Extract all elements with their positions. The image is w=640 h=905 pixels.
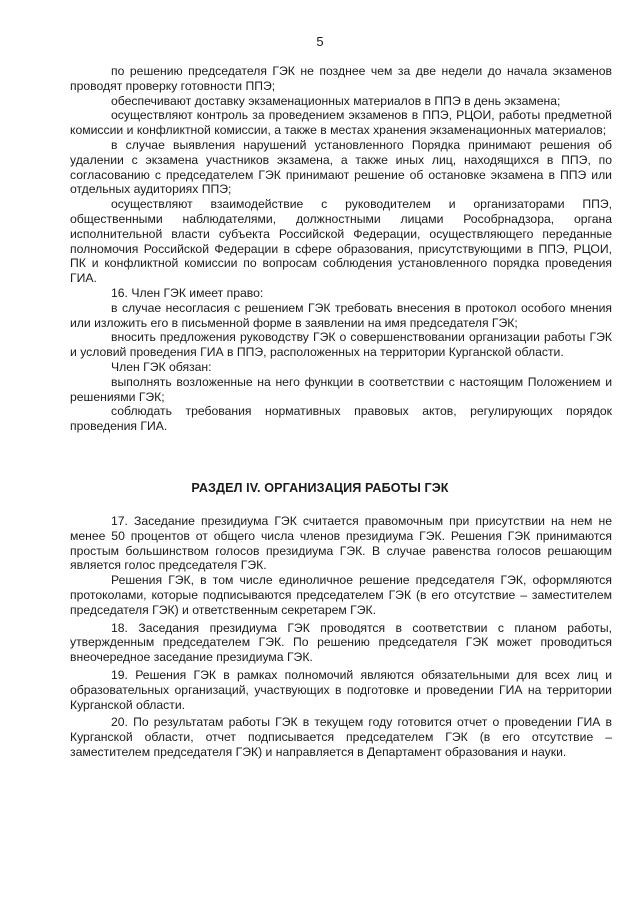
section-heading: РАЗДЕЛ IV. ОРГАНИЗАЦИЯ РАБОТЫ ГЭК bbox=[191, 481, 449, 495]
paragraph: вносить предложения руководству ГЭК о совершенствовании организации работы ГЭК и условий проведения ГИА в ППЭ, расположенных на территории Курганской области. bbox=[70, 330, 612, 360]
paragraph: по решению председателя ГЭК не позднее чем за две недели до начала экзаменов проводят проверку готовности ППЭ; bbox=[70, 64, 612, 93]
paragraph: 16. Член ГЭК имеет право: bbox=[111, 285, 264, 300]
paragraph: осуществляют взаимодействие с руководителем и организаторами ППЭ, общественными наблюдателями, должностными лицами Рособрнадзора, органа исполнительной власти субъекта Российской Федерации, осуществляющего переданные полномочия Российской Федерации в сфере образования, присутствующими в ППЭ, РЦОИ, ПК и конфликтной комиссии по вопросам соблюдения установленного порядка проведения ГИА. bbox=[70, 197, 612, 286]
paragraph: 19. Решения ГЭК в рамках полномочий являются обязательными для всех лиц и образовательных организаций, участвующих в подготовке и проведении ГИА на территории Курганской области. bbox=[70, 667, 612, 712]
paragraph: Член ГЭК обязан: bbox=[111, 359, 212, 374]
paragraph: выполнять возложенные на него функции в соответствии с настоящим Положением и решениями ГЭК; bbox=[70, 374, 612, 404]
paragraph: 20. По результатам работы ГЭК в текущем году готовится отчет о проведении ГИА в Курганской области, отчет подписывается председателем ГЭК (в его отсутствие – заместителем председателя ГЭК) и направляется в Департамент образования и науки. bbox=[70, 715, 612, 759]
paragraph: 17. Заседание президиума ГЭК считается правомочным при присутствии на нем не менее 50 процентов от общего числа членов президиума ГЭК. Решения ГЭК принимаются простым большинством голосов президиума ГЭК. В случае равенства голосов решающим является голос председателя ГЭК. bbox=[70, 514, 612, 573]
page-number: 5 bbox=[316, 34, 324, 49]
paragraph: обеспечивают доставку экзаменационных материалов в ППЭ в день экзамена; bbox=[111, 93, 561, 108]
upper-text-block bbox=[70, 64, 612, 434]
paragraph: в случае выявления нарушений установленного Порядка принимают решения об удалении с экзамена участников экзамена, а также иных лиц, находящихся в ППЭ, по согласованию с председателем ГЭК принимают решение об остановке экзамена в ППЭ или отдельных аудиториях ППЭ; bbox=[70, 137, 612, 197]
paragraph: 18. Заседания президиума ГЭК проводятся в соответствии с планом работы, утвержденным председателем ГЭК. По решению председателя ГЭК может проводиться внеочередное заседание президиума ГЭК. bbox=[70, 620, 612, 665]
paragraph: Решения ГЭК, в том числе единоличное решение председателя ГЭК, оформляются протоколами, которые подписываются председателем ГЭК (в его отсутствие – заместителем председателя ГЭК) и ответственным секретарем ГЭК. bbox=[70, 573, 612, 617]
paragraph: соблюдать требования нормативных правовых актов, регулирующих порядок проведения ГИА. bbox=[70, 404, 612, 434]
paragraph: в случае несогласия с решением ГЭК требовать внесения в протокол особого мнения или изложить его в письменной форме в заявлении на имя председателя ГЭК; bbox=[70, 300, 612, 330]
paragraph: осуществляют контроль за проведением экзаменов в ППЭ, РЦОИ, работы предметной комиссии и конфликтной комиссии, а также в местах хранения экзаменационных материалов; bbox=[70, 108, 612, 138]
lower-text-block bbox=[70, 514, 612, 760]
